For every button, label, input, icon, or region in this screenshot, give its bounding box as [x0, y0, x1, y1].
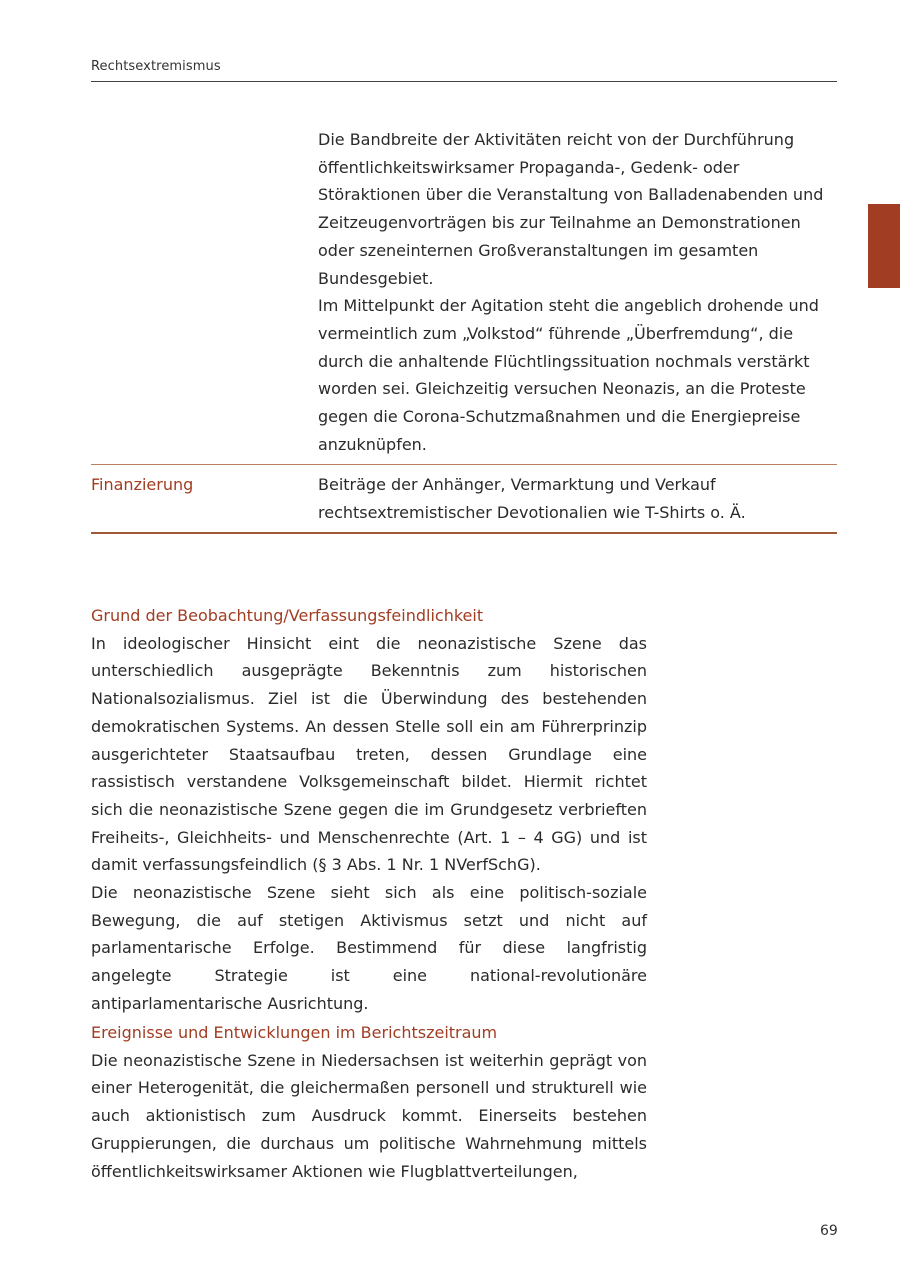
- section-heading-observation: Grund der Beobachtung/Verfassungsfeindlichkeit: [91, 606, 484, 625]
- header-rule: [91, 81, 837, 82]
- section-observation: [91, 602, 647, 1018]
- chapter-tab-marker: [868, 204, 900, 288]
- observation-paragraph-1: In ideologischer Hinsicht eint die neonazistische Szene das unterschiedlich ausgeprägte Bekenntnis zum historischen Nationalsozialismus. Ziel ist die Überwindung des bestehenden demokratischen Systems. An dessen Stelle soll ein am Führerprinzip ausgerichteter Staatsaufbau treten, dessen Grundlage eine rassistisch verstandene Volksgemeinschaft bildet. Hiermit richtet sich die neonazistische Szene gegen die im Grundgesetz verbrieften Freiheits-, Gleichheits- und Menschenrechte (Art. 1 – 4 GG) und ist damit verfassungsfeindlich (§ 3 Abs. 1 Nr. 1 NVerfSchG).: [91, 633, 647, 875]
- observation-paragraph-2: Die neonazistische Szene sieht sich als eine politisch-soziale Bewegung, die auf stetigen Aktivismus setzt und nicht auf parlamentarische Erfolge. Bestimmend für diese langfristig angelegte Strategie ist eine national-revolutionäre antiparlamentarische Ausrichtung.: [91, 883, 647, 1013]
- section-events: [91, 1019, 647, 1185]
- table-bottom-rule: [91, 532, 837, 534]
- page-number: 69: [820, 1223, 838, 1239]
- activities-text: Die Bandbreite der Aktivitäten reicht von der Durchführung öffentlichkeitswirksamer Propaganda-, Gedenk- oder Störaktionen über die Veranstaltung von Balladenabenden und Zeitzeugenvorträgen bis zur Teilnahme an Demonstrationen oder szeneinternen Großveranstaltungen im gesamten Bundesgebiet.: [318, 130, 824, 288]
- section-heading-events: Ereignisse und Entwicklungen im Berichtszeitraum: [91, 1023, 498, 1042]
- running-header: Rechtsextremismus: [91, 59, 221, 74]
- financing-text: Beiträge der Anhänger, Vermarktung und Verkauf rechtsextremistischer Devotionalien wie T-Shirts o. Ä.: [318, 475, 746, 523]
- table-row-financing: [91, 465, 837, 531]
- info-table: [91, 126, 837, 534]
- events-paragraph-1: Die neonazistische Szene in Niedersachsen ist weiterhin geprägt von einer Heterogenität, die gleichermaßen personell und strukturell wie auch aktionistisch zum Ausdruck kommt. Einerseits bestehen Gruppierungen, die durchaus um politische Wahrnehmung mittels öffentlichkeitswirksamer Aktionen wie Flugblattverteilungen,: [91, 1050, 647, 1181]
- financing-label: Finanzierung: [91, 475, 194, 495]
- agitation-text: Im Mittelpunkt der Agitation steht die angeblich drohende und vermeintlich zum „Volkstod“ führende „Überfremdung“, die durch die anhaltende Flüchtlingssituation nochmals verstärkt worden sei. Gleichzeitig versuchen Neonazis, an die Proteste gegen die Corona-Schutzmaßnahmen und die Energiepreise anzuknüpfen.: [318, 296, 819, 454]
- table-row-activities: [91, 126, 837, 464]
